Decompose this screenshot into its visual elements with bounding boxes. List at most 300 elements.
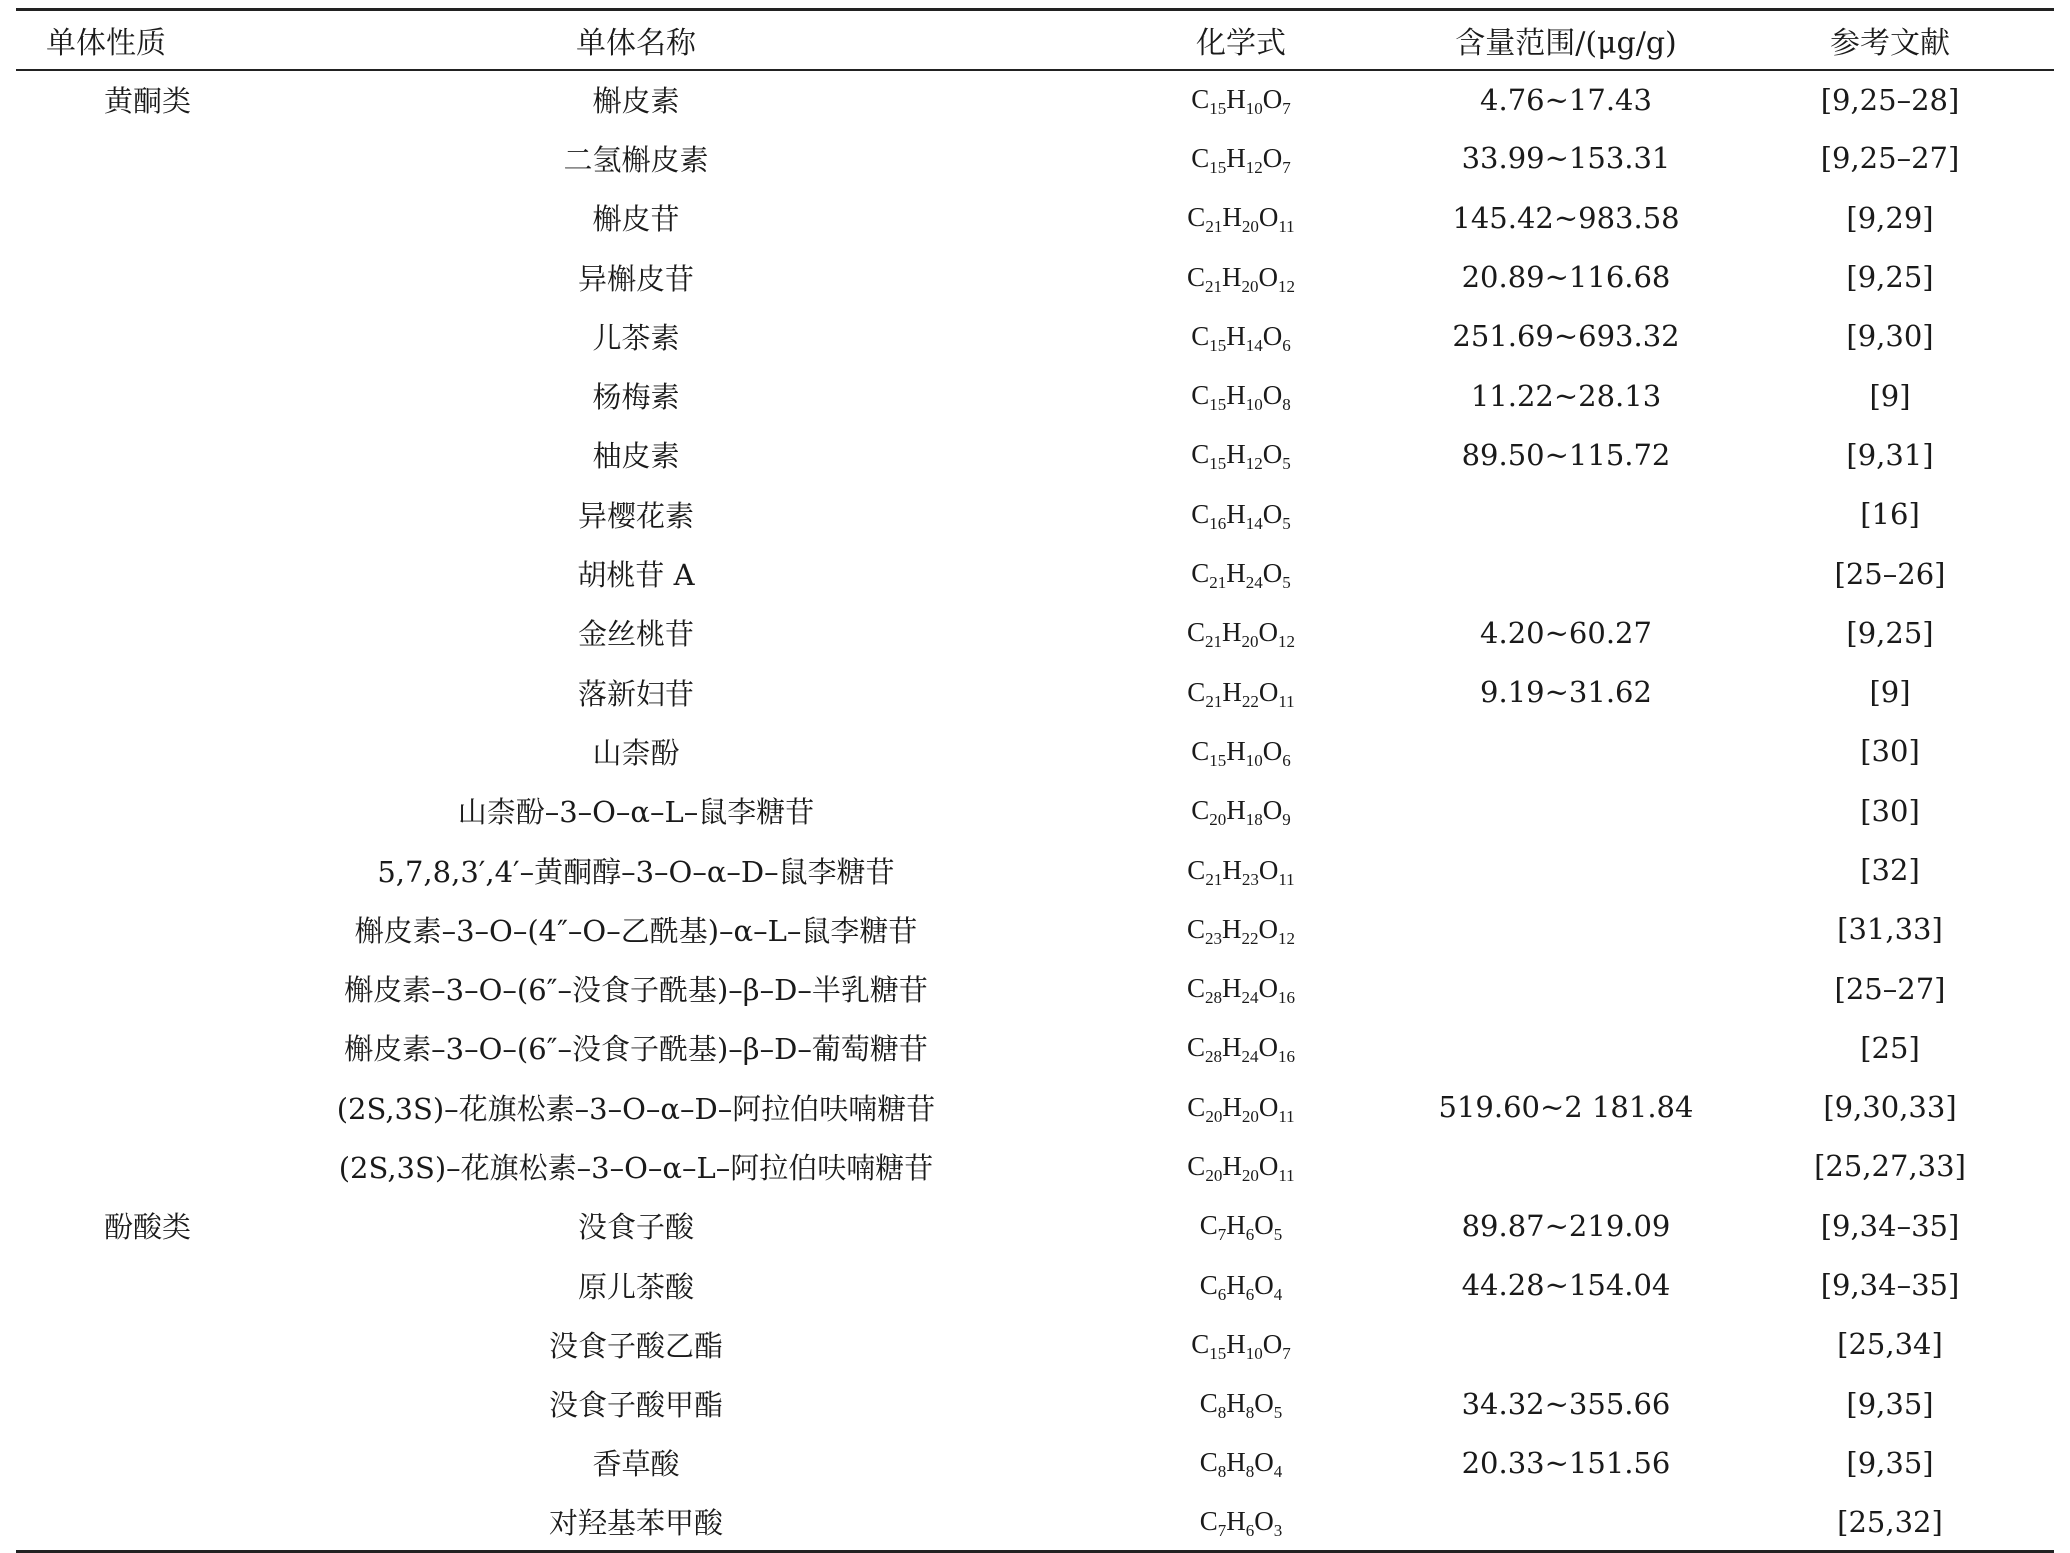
reference-cell: [32] xyxy=(1860,853,1920,887)
formula-element: C xyxy=(1187,202,1206,233)
reference-cell: [9,35] xyxy=(1846,1386,1934,1421)
table-header xyxy=(16,10,2054,70)
compound-name-cell: 杨梅素 xyxy=(592,380,680,415)
formula-element: C xyxy=(1187,1091,1206,1122)
reference-cell: [25,34] xyxy=(1837,1327,1943,1362)
formula-element: O xyxy=(1262,498,1283,529)
reference-cell: [9,35] xyxy=(1846,1445,1934,1480)
table-row xyxy=(16,1196,2054,1255)
formula-element: H xyxy=(1226,320,1246,351)
formula-element: H xyxy=(1222,617,1242,648)
formula-subscript: 7 xyxy=(1282,1343,1291,1363)
formula-subscript: 5 xyxy=(1273,1225,1283,1245)
formula-subscript: 20 xyxy=(1241,217,1259,237)
formula-subscript: 21 xyxy=(1205,276,1222,296)
category-cell xyxy=(16,307,196,366)
formula-subscript: 4 xyxy=(1273,1462,1283,1482)
content-range-cell: 44.28~154.04 xyxy=(1461,1268,1671,1303)
formula-subscript: 15 xyxy=(1209,395,1227,415)
category-cell xyxy=(16,485,196,544)
formula-subscript: 22 xyxy=(1241,691,1259,711)
formula-subscript: 12 xyxy=(1245,454,1263,474)
category-cell xyxy=(16,900,196,959)
formula-subscript: 12 xyxy=(1278,928,1295,948)
formula-element: H xyxy=(1226,1269,1246,1300)
formula-subscript: 8 xyxy=(1217,1462,1227,1482)
formula-element: C xyxy=(1191,558,1210,589)
formula-subscript: 20 xyxy=(1241,276,1259,296)
table-row xyxy=(16,662,2054,721)
reference-cell: [9,30] xyxy=(1846,319,1934,354)
category-cell: 酚酸类 xyxy=(104,1210,192,1245)
formula-cell xyxy=(1076,1137,1406,1196)
category-cell xyxy=(16,129,196,188)
formula-element: C xyxy=(1191,735,1210,766)
compound-name-cell: 胡桃苷 A xyxy=(577,558,695,593)
formula-element: H xyxy=(1226,795,1246,826)
formula-subscript: 15 xyxy=(1209,1343,1227,1363)
formula-cell xyxy=(1076,1078,1406,1137)
content-range-cell xyxy=(1406,900,1726,959)
content-range-cell xyxy=(1406,722,1726,781)
formula-subscript: 20 xyxy=(1205,1106,1223,1126)
formula-subscript: 4 xyxy=(1273,1284,1283,1304)
reference-cell: [16] xyxy=(1860,497,1920,532)
compound-name-cell: 山柰酚 xyxy=(592,735,680,770)
compound-name-cell: 金丝桃苷 xyxy=(577,617,694,652)
table-row xyxy=(16,1018,2054,1077)
content-range-cell: 20.33~151.56 xyxy=(1461,1445,1671,1480)
formula-element: H xyxy=(1226,1447,1246,1478)
compound-name-cell: (2S,3S)–花旗松素–3–O–α–L–阿拉伯呋喃糖苷 xyxy=(338,1150,934,1185)
category-cell xyxy=(16,1374,196,1433)
category-cell xyxy=(16,840,196,899)
formula-element: H xyxy=(1222,913,1242,944)
formula-element: O xyxy=(1258,1032,1278,1063)
compound-name-cell: 槲皮素 xyxy=(592,84,680,119)
formula-element: C xyxy=(1187,854,1206,885)
compound-name-cell: 二氢槲皮素 xyxy=(563,142,709,177)
formula-cell xyxy=(1076,722,1406,781)
compound-name-cell: 原儿茶酸 xyxy=(577,1269,694,1304)
formula-subscript: 8 xyxy=(1245,1462,1255,1482)
formula-element: O xyxy=(1258,1150,1279,1181)
formula-subscript: 14 xyxy=(1245,513,1263,533)
category-cell xyxy=(16,247,196,306)
compound-name-cell: 香草酸 xyxy=(592,1447,680,1482)
content-range-cell xyxy=(1406,544,1726,603)
formula-cell xyxy=(1076,307,1406,366)
formula-cell xyxy=(1076,485,1406,544)
table-row xyxy=(16,129,2054,188)
compound-name-cell: 没食子酸甲酯 xyxy=(548,1388,723,1423)
formula-subscript: 7 xyxy=(1282,157,1291,177)
formula-subscript: 15 xyxy=(1209,454,1227,474)
formula-element: C xyxy=(1186,973,1205,1004)
reference-cell: [31,33] xyxy=(1837,912,1943,947)
formula-subscript: 15 xyxy=(1209,157,1227,177)
formula-subscript: 16 xyxy=(1278,1047,1295,1067)
table-row xyxy=(16,70,2054,129)
content-range-cell xyxy=(1406,485,1726,544)
compound-name-cell: 槲皮素–3–O–(6″–没食子酰基)–β–D–半乳糖苷 xyxy=(344,973,928,1008)
compound-name-cell: 异樱花素 xyxy=(577,498,694,533)
table-row xyxy=(16,485,2054,544)
formula-element: O xyxy=(1258,1091,1279,1122)
formula-subscript: 23 xyxy=(1205,928,1222,948)
header-row xyxy=(16,10,2054,70)
formula-subscript: 5 xyxy=(1282,513,1291,533)
category-cell xyxy=(16,959,196,1018)
formula-subscript: 20 xyxy=(1241,1106,1259,1126)
category-cell xyxy=(16,603,196,662)
formula-subscript: 6 xyxy=(1282,335,1291,355)
category-cell xyxy=(16,366,196,425)
table-row xyxy=(16,247,2054,306)
formula-subscript: 20 xyxy=(1205,1165,1223,1185)
category-cell xyxy=(16,544,196,603)
reference-cell: [9,29] xyxy=(1846,200,1934,235)
table-row xyxy=(16,1078,2054,1137)
formula-element: C xyxy=(1199,1388,1218,1419)
formula-cell xyxy=(1076,544,1406,603)
formula-element: O xyxy=(1262,735,1283,766)
category-cell xyxy=(16,188,196,247)
reference-cell: [25,32] xyxy=(1726,1493,2054,1552)
header-category: 单体性质 xyxy=(16,10,196,70)
formula-cell xyxy=(1076,603,1406,662)
table-row xyxy=(16,1493,2054,1552)
formula-cell xyxy=(1076,1493,1406,1552)
content-range-cell: 89.50~115.72 xyxy=(1461,437,1671,472)
table-row xyxy=(16,900,2054,959)
formula-cell xyxy=(1076,1374,1406,1433)
formula-cell xyxy=(1076,1018,1406,1077)
formula-subscript: 10 xyxy=(1245,750,1263,770)
formula-element: C xyxy=(1191,142,1210,173)
table-row xyxy=(16,307,2054,366)
formula-element: H xyxy=(1222,202,1242,233)
formula-subscript: 7 xyxy=(1282,99,1291,119)
formula-subscript: 6 xyxy=(1282,750,1291,770)
content-range-cell xyxy=(1406,1137,1726,1196)
formula-subscript: 16 xyxy=(1278,988,1295,1008)
table-row xyxy=(16,544,2054,603)
formula-element: O xyxy=(1258,676,1279,707)
formula-element: H xyxy=(1222,1150,1242,1181)
formula-element: C xyxy=(1187,676,1206,707)
category-cell xyxy=(16,1255,196,1314)
category-cell xyxy=(16,1078,196,1137)
category-cell: 黄酮类 xyxy=(104,84,192,119)
reference-cell: [9,31] xyxy=(1846,437,1934,472)
formula-subscript: 10 xyxy=(1245,395,1263,415)
category-cell xyxy=(16,1433,196,1492)
reference-cell: [25,27,33] xyxy=(1814,1149,1966,1184)
formula-element: H xyxy=(1226,142,1246,173)
formula-subscript: 12 xyxy=(1278,632,1295,652)
formula-cell xyxy=(1076,425,1406,484)
formula-element: H xyxy=(1222,261,1242,292)
formula-element: O xyxy=(1254,1388,1274,1419)
content-range-cell xyxy=(1406,1493,1726,1552)
reference-cell: [9,25] xyxy=(1846,260,1934,295)
content-range-cell xyxy=(1406,781,1726,840)
formula-element: O xyxy=(1262,1328,1283,1359)
table-row xyxy=(16,959,2054,1018)
content-range-cell: 519.60~2 181.84 xyxy=(1438,1090,1694,1125)
table-row xyxy=(16,840,2054,899)
reference-cell: [9,25] xyxy=(1846,615,1934,650)
content-range-cell: 4.76~17.43 xyxy=(1480,82,1652,117)
formula-element: C xyxy=(1186,617,1205,648)
formula-subscript: 21 xyxy=(1205,217,1223,237)
formula-element: O xyxy=(1262,84,1283,115)
formula-subscript: 11 xyxy=(1278,1106,1295,1126)
compound-name-cell: 槲皮苷 xyxy=(592,202,680,237)
category-cell xyxy=(16,1493,196,1552)
formula-subscript: 28 xyxy=(1205,1047,1222,1067)
formula-subscript: 21 xyxy=(1205,691,1223,711)
formula-element: O xyxy=(1258,854,1279,885)
formula-element: C xyxy=(1199,1447,1218,1478)
category-cell xyxy=(16,1137,196,1196)
formula-element: O xyxy=(1258,913,1278,944)
formula-element: C xyxy=(1186,261,1205,292)
table-row xyxy=(16,1315,2054,1374)
formula-cell xyxy=(1076,129,1406,188)
category-cell xyxy=(16,781,196,840)
formula-element: C xyxy=(1191,320,1210,351)
formula-subscript: 14 xyxy=(1245,335,1263,355)
formula-element: O xyxy=(1262,320,1283,351)
formula-subscript: 11 xyxy=(1278,869,1295,889)
formula-element: C xyxy=(1191,84,1210,115)
reference-cell: [9] xyxy=(1869,675,1911,710)
formula-element: H xyxy=(1226,1388,1246,1419)
content-range-cell xyxy=(1406,959,1726,1018)
formula-cell xyxy=(1076,1196,1406,1255)
formula-element: O xyxy=(1254,1506,1274,1537)
category-cell xyxy=(16,722,196,781)
table-row xyxy=(16,1433,2054,1492)
formula-subscript: 15 xyxy=(1209,750,1227,770)
formula-element: C xyxy=(1199,1269,1218,1300)
formula-subscript: 22 xyxy=(1241,928,1259,948)
formula-subscript: 15 xyxy=(1209,335,1227,355)
formula-subscript: 12 xyxy=(1245,157,1263,177)
formula-subscript: 10 xyxy=(1245,1343,1263,1363)
formula-element: O xyxy=(1254,1447,1274,1478)
header-range: 含量范围/(μg/g) xyxy=(1406,10,1726,70)
reference-cell: [9,25–28] xyxy=(1820,82,1960,117)
compound-name-cell: 槲皮素–3–O–(6″–没食子酰基)–β–D–葡萄糖苷 xyxy=(344,1032,928,1067)
formula-subscript: 20 xyxy=(1241,632,1259,652)
formula-subscript: 3 xyxy=(1273,1521,1283,1541)
formula-element: C xyxy=(1186,913,1205,944)
compound-name-cell: 山柰酚–3–O–α–L–鼠李糖苷 xyxy=(457,795,815,830)
formula-cell xyxy=(1076,188,1406,247)
content-range-cell xyxy=(1406,1018,1726,1077)
formula-subscript: 6 xyxy=(1217,1284,1227,1304)
formula-subscript: 16 xyxy=(1209,513,1227,533)
compound-name-cell: 槲皮素–3–O–(4″–O–乙酰基)–α–L–鼠李糖苷 xyxy=(354,913,918,948)
formula-subscript: 6 xyxy=(1245,1284,1255,1304)
formula-subscript: 6 xyxy=(1245,1225,1255,1245)
formula-subscript: 7 xyxy=(1217,1225,1227,1245)
formula-subscript: 20 xyxy=(1241,1165,1259,1185)
formula-element: H xyxy=(1222,1032,1242,1063)
formula-subscript: 12 xyxy=(1278,276,1295,296)
content-range-cell: 251.69~693.32 xyxy=(1452,319,1680,354)
formula-element: O xyxy=(1262,795,1283,826)
formula-element: H xyxy=(1226,439,1246,470)
formula-element: O xyxy=(1254,1210,1274,1241)
formula-subscript: 24 xyxy=(1245,573,1263,593)
formula-cell xyxy=(1076,366,1406,425)
formula-subscript: 10 xyxy=(1245,99,1263,119)
formula-subscript: 8 xyxy=(1217,1403,1227,1423)
formula-element: H xyxy=(1226,498,1246,529)
category-cell xyxy=(16,662,196,721)
formula-element: H xyxy=(1226,1506,1246,1537)
category-cell xyxy=(16,425,196,484)
formula-cell xyxy=(1076,662,1406,721)
table-row xyxy=(16,366,2054,425)
formula-element: C xyxy=(1191,1328,1210,1359)
formula-element: O xyxy=(1258,617,1278,648)
reference-cell: [25] xyxy=(1860,1030,1920,1065)
formula-cell xyxy=(1076,900,1406,959)
table-row xyxy=(16,781,2054,840)
formula-element: C xyxy=(1186,1032,1205,1063)
reference-cell: [9,30,33] xyxy=(1823,1090,1957,1125)
formula-element: O xyxy=(1262,558,1283,589)
table-row xyxy=(16,1137,2054,1196)
formula-subscript: 23 xyxy=(1241,869,1259,889)
formula-subscript: 5 xyxy=(1273,1403,1283,1423)
compound-table-container xyxy=(16,8,2054,1553)
compound-name-cell: 对羟基苯甲酸 xyxy=(196,1493,1076,1552)
formula-element: C xyxy=(1191,795,1210,826)
formula-subscript: 18 xyxy=(1245,810,1263,830)
formula-cell xyxy=(1076,959,1406,1018)
table-row xyxy=(16,425,2054,484)
formula-element: H xyxy=(1222,854,1242,885)
formula-subscript: 11 xyxy=(1278,691,1295,711)
formula-element: H xyxy=(1226,1210,1246,1241)
formula-element: C xyxy=(1191,380,1210,411)
formula-element: C xyxy=(1191,439,1210,470)
formula-subscript: 15 xyxy=(1209,99,1227,119)
reference-cell: [9,34–35] xyxy=(1820,1268,1960,1303)
formula-subscript: 21 xyxy=(1205,869,1223,889)
formula-cell xyxy=(1076,70,1406,129)
formula-element: H xyxy=(1222,973,1242,1004)
formula-element: O xyxy=(1258,973,1278,1004)
formula-element: O xyxy=(1258,202,1279,233)
formula-element: O xyxy=(1258,261,1278,292)
formula-element: C xyxy=(1191,498,1210,529)
formula-cell xyxy=(1076,247,1406,306)
table-row xyxy=(16,603,2054,662)
formula-subscript: 7 xyxy=(1217,1521,1227,1541)
formula-element: C xyxy=(1199,1506,1218,1537)
content-range-cell: 11.22~28.13 xyxy=(1470,378,1662,413)
formula-subscript: 5 xyxy=(1282,573,1291,593)
formula-element: H xyxy=(1222,1091,1242,1122)
formula-element: H xyxy=(1226,735,1246,766)
reference-cell: [9] xyxy=(1869,378,1911,413)
formula-cell xyxy=(1076,1255,1406,1314)
content-range-cell: 145.42~983.58 xyxy=(1452,200,1680,235)
formula-element: O xyxy=(1262,142,1283,173)
formula-subscript: 11 xyxy=(1278,1165,1295,1185)
reference-cell: [9,25–27] xyxy=(1820,141,1960,176)
header-name: 单体名称 xyxy=(196,10,1076,70)
content-range-cell: 9.19~31.62 xyxy=(1480,675,1652,710)
formula-element: C xyxy=(1187,1150,1206,1181)
formula-element: O xyxy=(1262,439,1283,470)
formula-subscript: 5 xyxy=(1282,454,1291,474)
formula-subscript: 9 xyxy=(1282,810,1291,830)
formula-element: H xyxy=(1226,558,1246,589)
compound-table xyxy=(16,8,2054,1553)
reference-cell: [9,34–35] xyxy=(1820,1208,1960,1243)
formula-subscript: 8 xyxy=(1245,1403,1255,1423)
compound-name-cell: 5,7,8,3′,4′–黄酮醇–3–O–α–D–鼠李糖苷 xyxy=(377,854,895,889)
formula-cell xyxy=(1076,781,1406,840)
reference-cell: [25–26] xyxy=(1834,556,1946,591)
category-cell xyxy=(16,1018,196,1077)
content-range-cell xyxy=(1406,840,1726,899)
formula-element: O xyxy=(1254,1269,1274,1300)
formula-element: H xyxy=(1226,380,1246,411)
compound-name-cell: 没食子酸乙酯 xyxy=(548,1328,723,1363)
formula-subscript: 20 xyxy=(1209,810,1227,830)
reference-cell: [25–27] xyxy=(1834,971,1946,1006)
compound-name-cell: 落新妇苷 xyxy=(577,676,694,711)
formula-subscript: 24 xyxy=(1241,1047,1259,1067)
content-range-cell xyxy=(1406,1315,1726,1374)
content-range-cell: 34.32~355.66 xyxy=(1461,1386,1671,1421)
reference-cell: [30] xyxy=(1860,793,1920,828)
content-range-cell: 89.87~219.09 xyxy=(1461,1208,1671,1243)
table-body xyxy=(16,70,2054,1552)
header-reference: 参考文献 xyxy=(1726,10,2054,70)
reference-cell: [30] xyxy=(1860,734,1920,769)
formula-element: H xyxy=(1226,1328,1246,1359)
category-cell xyxy=(16,1315,196,1374)
formula-element: H xyxy=(1222,676,1242,707)
formula-cell xyxy=(1076,840,1406,899)
formula-subscript: 21 xyxy=(1205,632,1222,652)
compound-name-cell: 柚皮素 xyxy=(592,439,680,474)
content-range-cell: 20.89~116.68 xyxy=(1461,260,1671,295)
formula-subscript: 11 xyxy=(1278,217,1295,237)
formula-subscript: 6 xyxy=(1245,1521,1255,1541)
compound-name-cell: 异槲皮苷 xyxy=(577,261,694,296)
formula-element: O xyxy=(1262,380,1283,411)
compound-name-cell: 没食子酸 xyxy=(577,1210,694,1245)
compound-name-cell: (2S,3S)–花旗松素–3–O–α–D–阿拉伯呋喃糖苷 xyxy=(336,1091,936,1126)
compound-name-cell: 儿茶素 xyxy=(592,320,680,355)
formula-subscript: 8 xyxy=(1282,395,1291,415)
formula-element: C xyxy=(1199,1210,1218,1241)
header-formula: 化学式 xyxy=(1076,10,1406,70)
table-row xyxy=(16,188,2054,247)
formula-subscript: 21 xyxy=(1209,573,1227,593)
